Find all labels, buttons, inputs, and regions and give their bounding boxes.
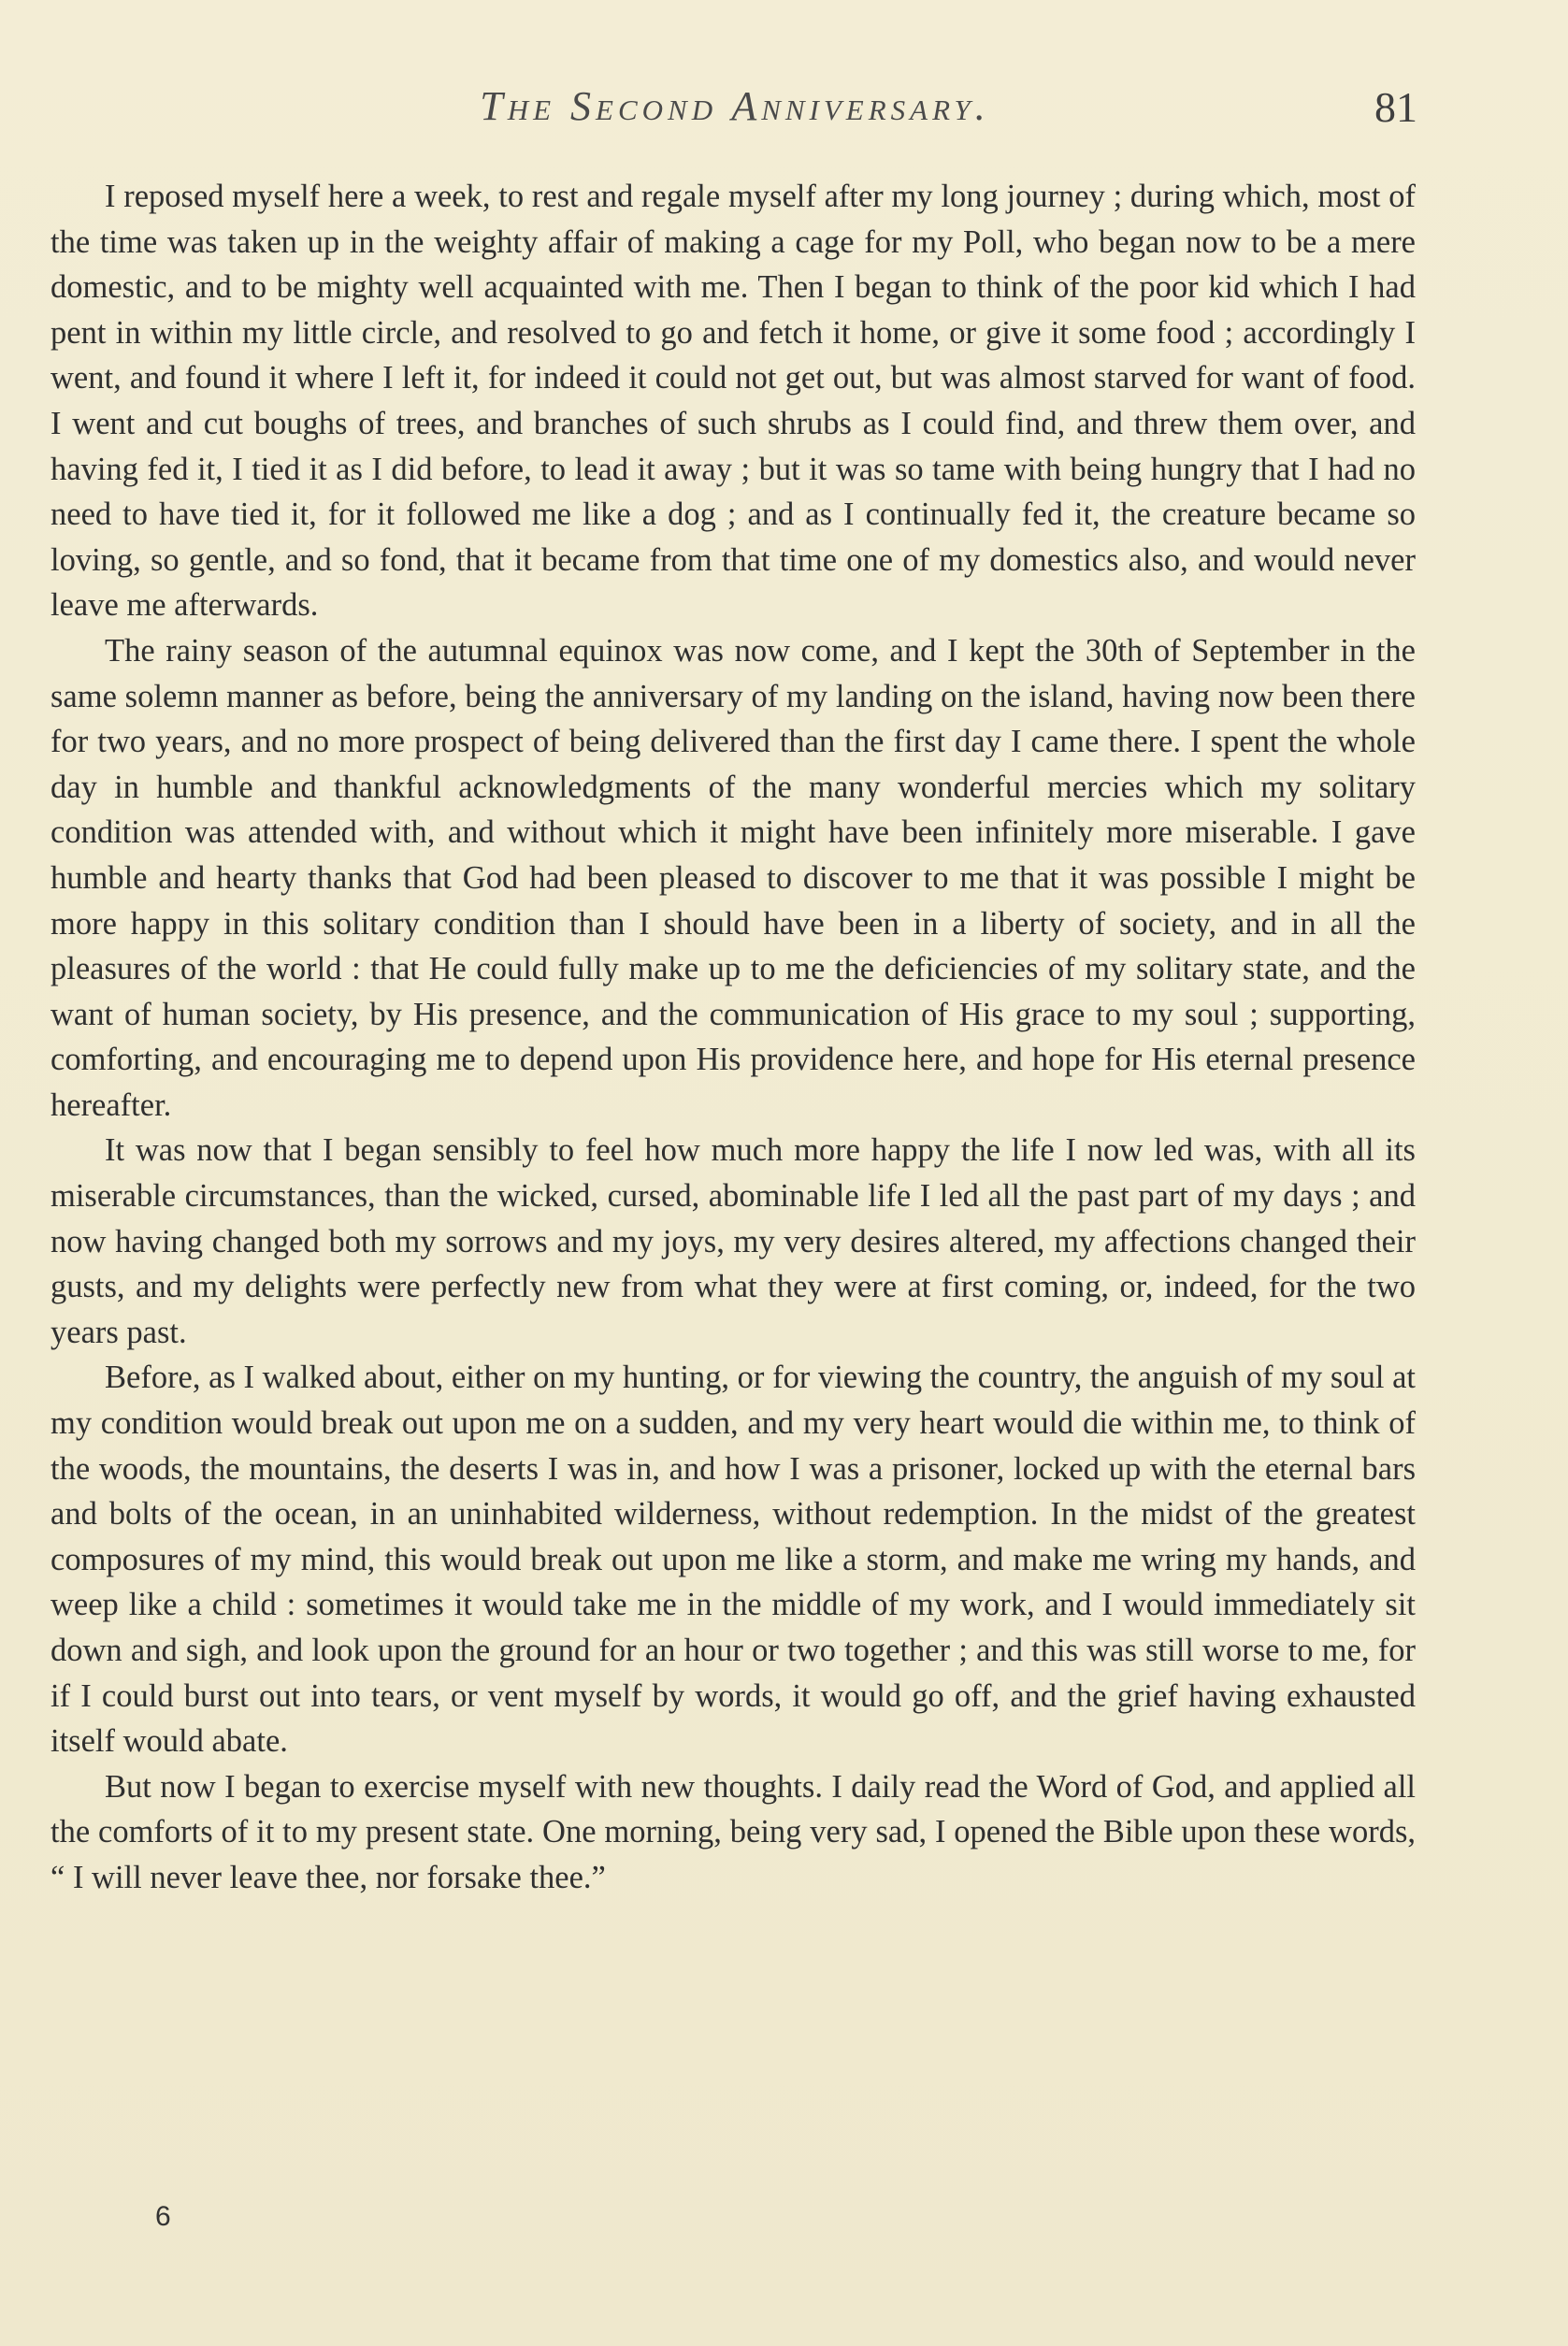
paragraph: Before, as I walked about, either on my hunting, or for viewing the country, the anguish of my soul at my condition would break out upon me on a sudden, and my very heart would die within me, to think of the woods, the mountains, the deserts I was in, and how I was a prisoner, locked up with the eternal bars and bolts of the ocean, in an uninhabited wilderness, without redemption. In the midst of the greatest composures of my mind, this would break out upon me like a storm, and make me wring my hands, and weep like a child : sometimes it would take me in the middle of my work, and I would immediately sit down and sigh, and look upon the ground for an hour or two together ; and this was still worse to me, for if I could burst out into tears, or vent myself by words, it would go off, and the grief having exhausted itself would abate. <box>50 1360 1416 1760</box>
body-text <box>50 174 1416 1901</box>
page-number: 81 <box>1374 83 1417 131</box>
page-header <box>52 82 1417 148</box>
paragraph: It was now that I began sensibly to feel how much more happy the life I now led was, with all its miserable circumstances, than the wicked, cursed, abominable life I led all the past part of my days ; and now having changed both my sorrows and my joys, my very desires altered, my affections changed their gusts, and my delights were perfectly new from what they were at first coming, or, indeed, for the two years past. <box>50 1132 1416 1350</box>
running-head: The Second Anniversary. <box>480 83 990 129</box>
paragraph: I reposed myself here a week, to rest and regale myself after my long journey ; during which, most of the time was taken up in the weighty affair of making a cage for my Poll, who began now to be a mere domestic, and to be mighty well acquainted with me. Then I began to think of the poor kid which I had pent in within my little circle, and resolved to go and fetch it home, or give it some food ; accordingly I went, and found it where I left it, for indeed it could not get out, but was almost starved for want of food. I went and cut boughs of trees, and branches of such shrubs as I could find, and threw them over, and having fed it, I tied it as I did before, to lead it away ; but it was so tame with being hungry that I had no need to have tied it, for it followed me like a dog ; and as I continually fed it, the creature became so loving, so gentle, and so fond, that it became from that time one of my domestics also, and would never leave me afterwards. <box>50 179 1416 624</box>
paragraph: But now I began to exercise myself with new thoughts. I daily read the Word of God, and applied all the comforts of it to my present state. One morning, being very sad, I opened the Bible upon these words, “ I will never leave thee, nor forsake thee.” <box>50 1768 1416 1895</box>
signature-mark: 6 <box>155 2201 171 2232</box>
paragraph: The rainy season of the autumnal equinox was now come, and I kept the 30th of September in the same solemn manner as before, being the anniversary of my landing on the island, having now been there for two years, and no more prospect of being delivered than the first day I came there. I spent the whole day in humble and thankful acknowledgments of the many wonderful mercies which my solitary condition was attended with, and without which it might have been infinitely more miserable. I gave humble and hearty thanks that God had been pleased to discover to me that it was possible I might be more happy in this solitary condition than I should have been in a liberty of society, and in all the pleasures of the world : that He could fully make up to me the deficiencies of my solitary state, and the want of human society, by His presence, and the communication of His grace to my soul ; supporting, comforting, and encouraging me to depend upon His providence here, and hope for His eternal presence hereafter. <box>50 632 1416 1123</box>
